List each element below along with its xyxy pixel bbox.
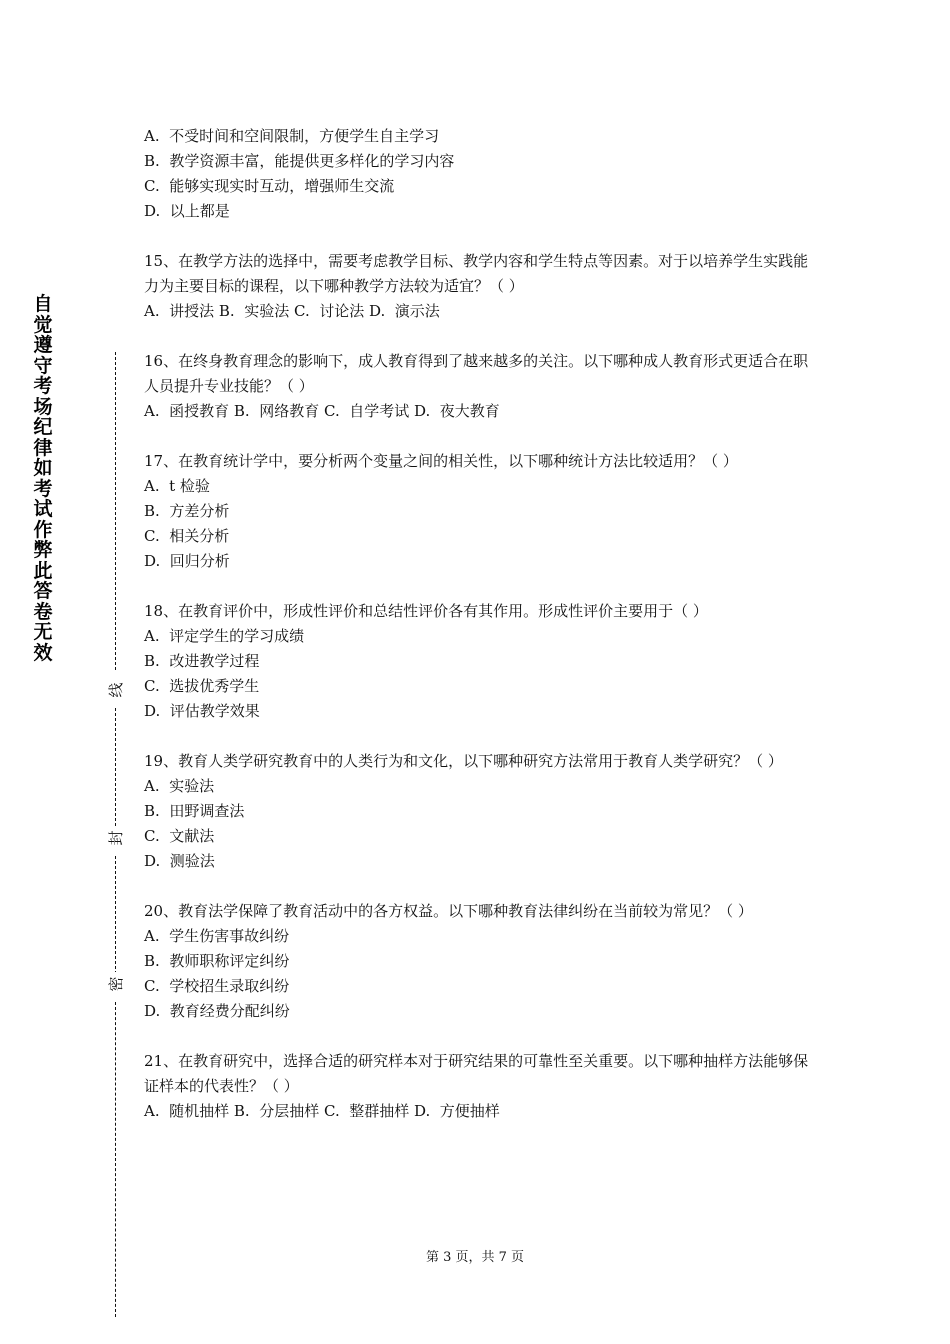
question-stem: 21、在教育研究中，选择合适的研究样本对于研究结果的可靠性至关重要。以下哪种抽样方法能够保证样本的代表性？（ ） <box>144 1052 809 1095</box>
option-d: D. 评估教学效果 <box>144 702 260 720</box>
option-b: B. 田野调查法 <box>144 802 245 820</box>
binding-mark-feng: 封 <box>108 826 124 850</box>
option-c: C. 文献法 <box>144 827 215 845</box>
question-stem: 20、教育法学保障了教育活动中的各方权益。以下哪种教育法律纠纷在当前较为常见？（ ） <box>144 902 753 920</box>
option-d: D. 以上都是 <box>144 202 230 220</box>
option-a: A. 不受时间和空间限制，方便学生自主学习 <box>144 127 440 145</box>
question-20 <box>144 899 812 1024</box>
binding-line <box>104 352 128 1317</box>
question-options: A. 函授教育 B. 网络教育 C. 自学考试 D. 夜大教育 <box>144 402 500 420</box>
option-c: C. 能够实现实时互动，增强师生交流 <box>144 177 395 195</box>
question-options: A. 讲授法 B. 实验法 C. 讨论法 D. 演示法 <box>144 302 440 320</box>
question-stem: 17、在教育统计学中，要分析两个变量之间的相关性，以下哪种统计方法比较适用？（ ） <box>144 452 738 470</box>
exam-discipline-warning: 自觉遵守考场纪律如考试作弊此答卷无效 <box>33 293 53 664</box>
prev-question-options <box>144 124 812 224</box>
question-18 <box>144 599 812 724</box>
question-16 <box>144 349 812 424</box>
option-c: C. 相关分析 <box>144 527 230 545</box>
question-content <box>144 124 812 1124</box>
question-21 <box>144 1049 812 1124</box>
option-b: B. 教学资源丰富，能提供更多样化的学习内容 <box>144 152 455 170</box>
page-footer: 第 3 页，共 7 页 <box>425 1250 525 1265</box>
question-stem: 15、在教学方法的选择中，需要考虑教学目标、教学内容和学生特点等因素。对于以培养学生实践能力为主要目标的课程，以下哪种教学方法较为适宜？（ ） <box>144 252 809 295</box>
option-b: B. 方差分析 <box>144 502 230 520</box>
option-c: C. 选拔优秀学生 <box>144 677 260 695</box>
question-15 <box>144 249 812 324</box>
option-a: A. t 检验 <box>144 477 210 495</box>
question-stem: 18、在教育评价中，形成性评价和总结性评价各有其作用。形成性评价主要用于（ ） <box>144 602 708 620</box>
question-options: A. 随机抽样 B. 分层抽样 C. 整群抽样 D. 方便抽样 <box>144 1102 500 1120</box>
option-c: C. 学校招生录取纠纷 <box>144 977 290 995</box>
binding-mark-xian: 线 <box>108 678 124 702</box>
question-19 <box>144 749 812 874</box>
option-d: D. 回归分析 <box>144 552 230 570</box>
question-stem: 16、在终身教育理念的影响下，成人教育得到了越来越多的关注。以下哪种成人教育形式更适合在职人员提升专业技能？（ ） <box>144 352 809 395</box>
option-b: B. 改进教学过程 <box>144 652 260 670</box>
option-b: B. 教师职称评定纠纷 <box>144 952 290 970</box>
question-17 <box>144 449 812 574</box>
option-a: A. 学生伤害事故纠纷 <box>144 927 290 945</box>
option-a: A. 实验法 <box>144 777 215 795</box>
option-a: A. 评定学生的学习成绩 <box>144 627 305 645</box>
question-stem: 19、教育人类学研究教育中的人类行为和文化，以下哪种研究方法常用于教育人类学研究？（ ） <box>144 752 783 770</box>
binding-mark-mi: 密 <box>108 972 124 996</box>
option-d: D. 教育经费分配纠纷 <box>144 1002 290 1020</box>
option-d: D. 测验法 <box>144 852 215 870</box>
